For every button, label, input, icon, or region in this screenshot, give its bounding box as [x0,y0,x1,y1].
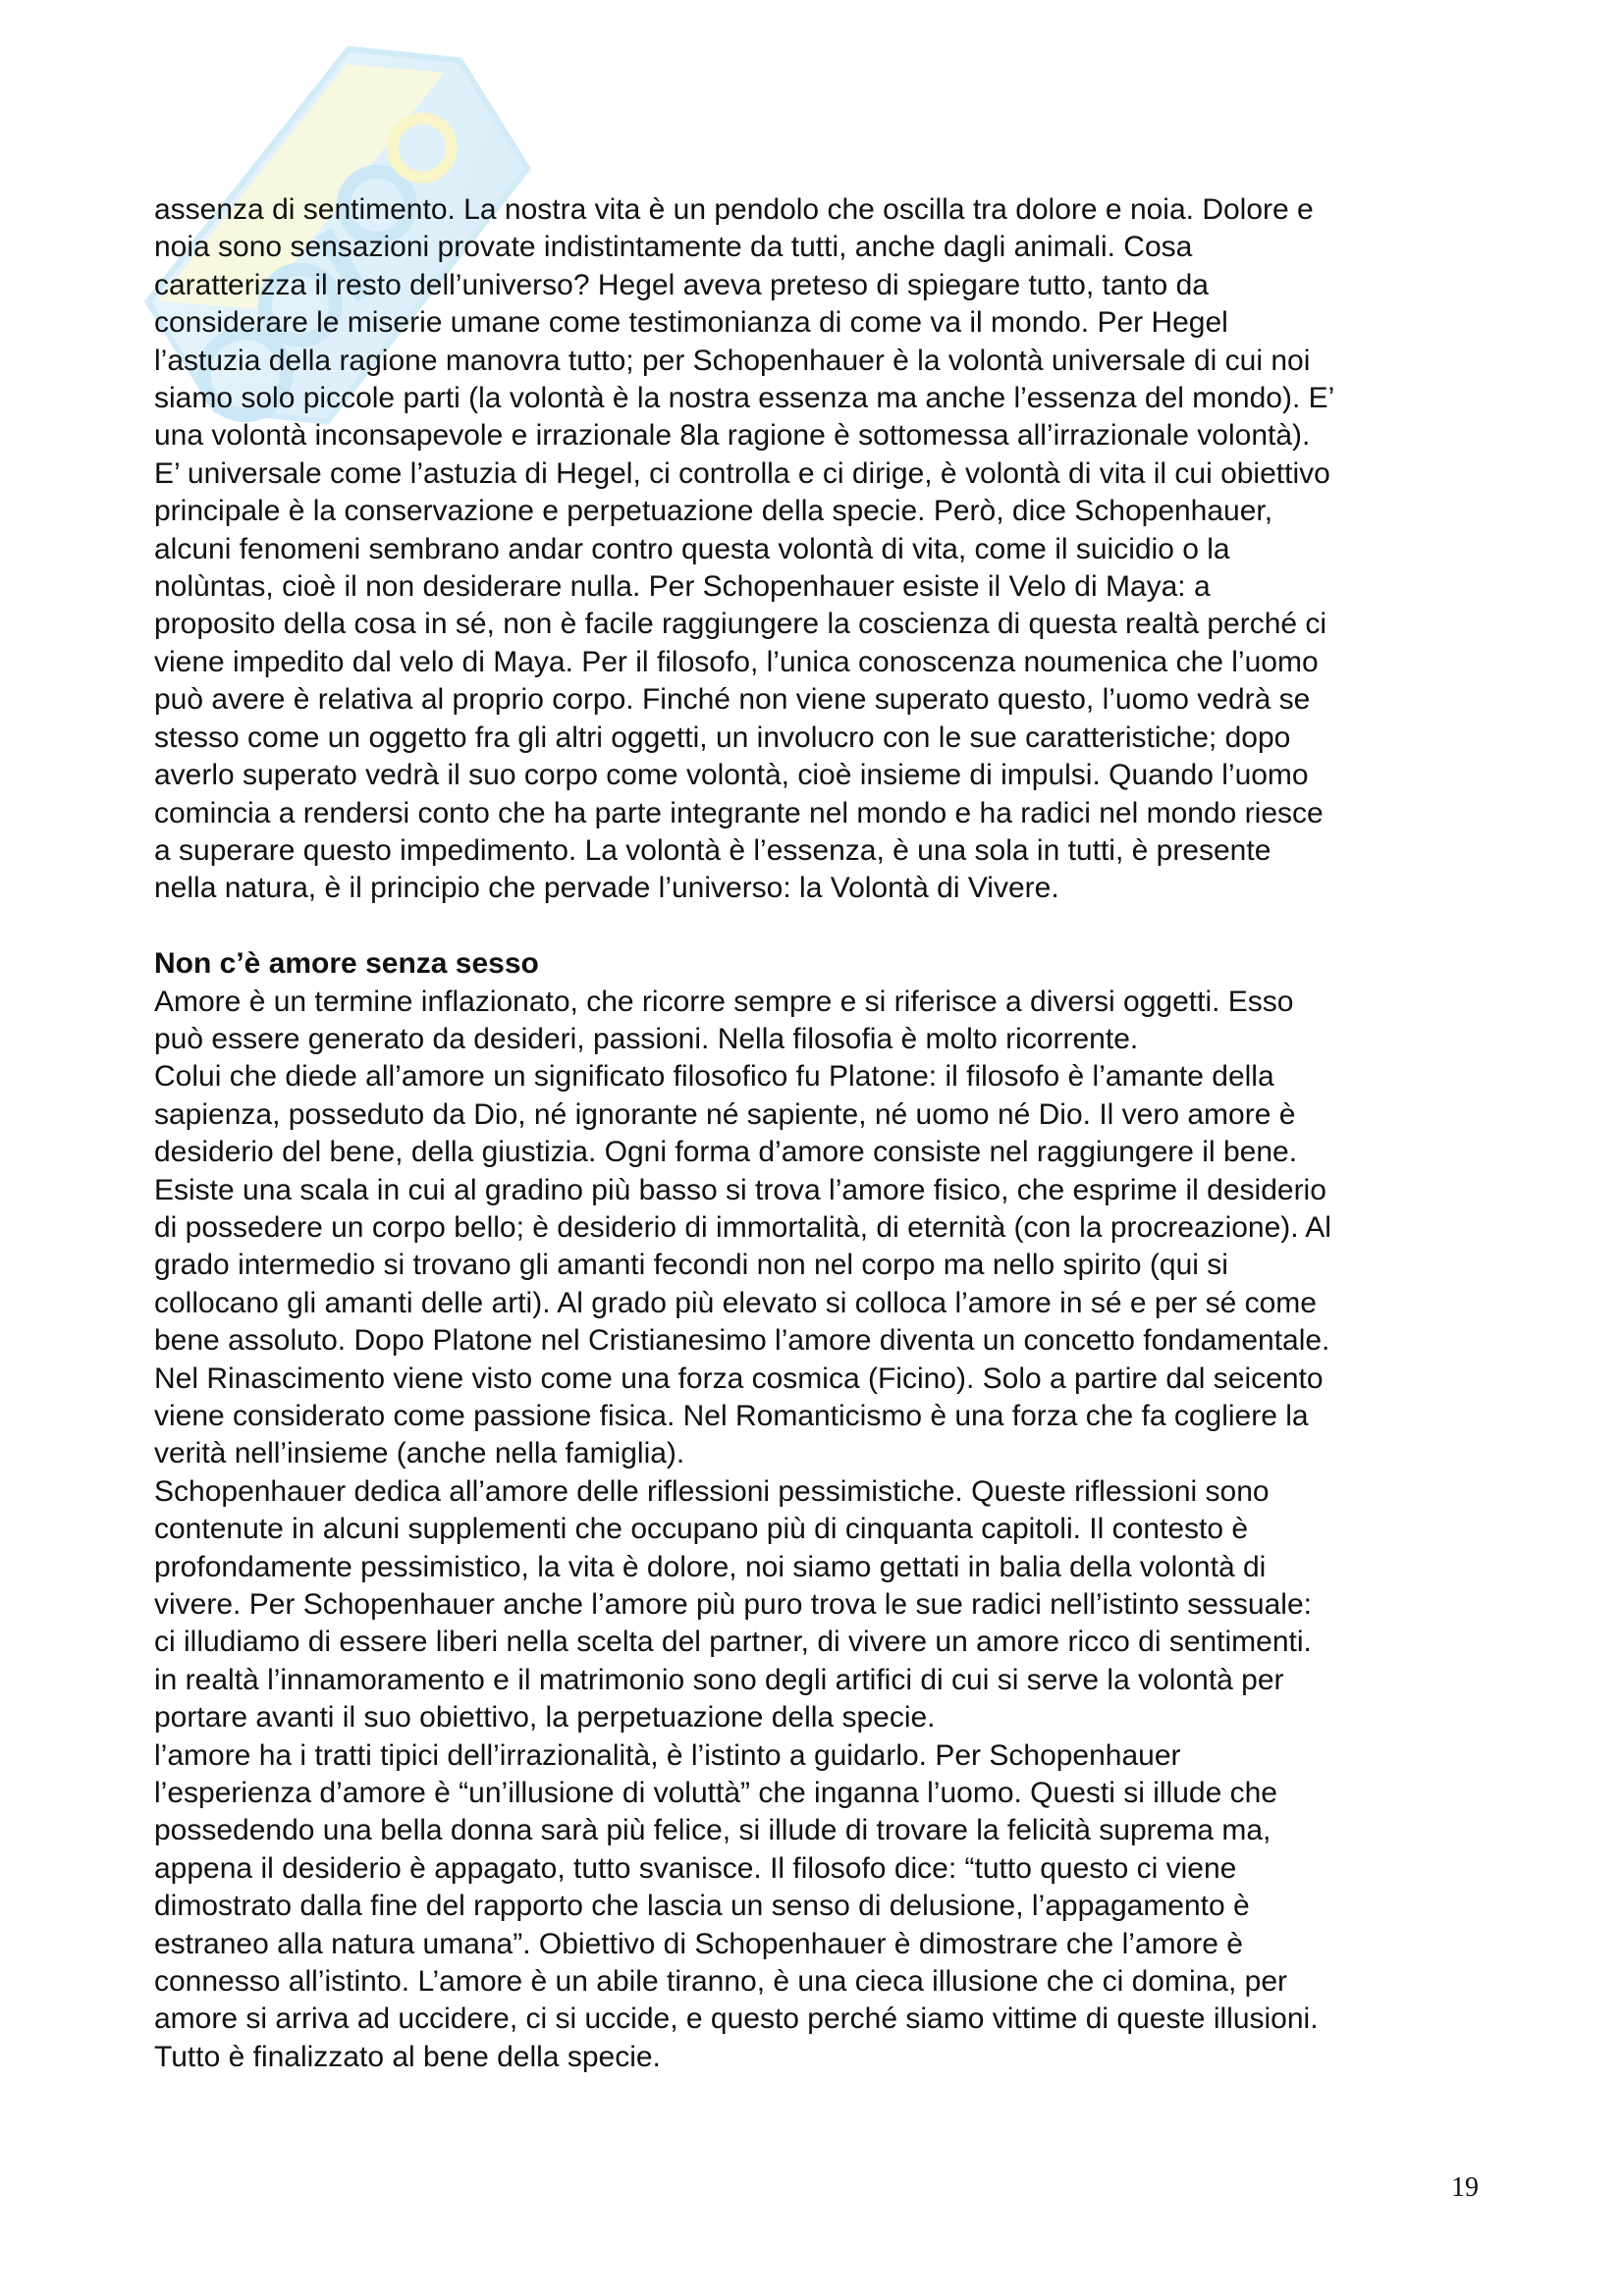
text-line: può avere è relativa al proprio corpo. Finché non viene superato questo, l’uomo vedrà se [154,683,1311,717]
text-line: può essere generato da desideri, passioni. Nella filosofia è molto ricorrente. [154,1022,1139,1055]
text-line: nolùntas, cioè il non desiderare nulla. Per Schopenhauer esiste il Velo di Maya: a [154,570,1211,604]
text-line: grado intermedio si trovano gli amanti fecondi non nel corpo ma nello spirito (qui si [154,1249,1228,1282]
text-line: Esiste una scala in cui al gradino più basso si trova l’amore fisico, che esprime il desiderio [154,1173,1326,1206]
text-line: contenute in alcuni supplementi che occupano più di cinquanta capitoli. Il contesto è [154,1513,1249,1546]
text-line: di possedere un corpo bello; è desiderio di immortalità, di eternità (con la procreazione). Al [154,1210,1331,1244]
paragraph-spacer [154,908,1470,945]
text-line: siamo solo piccole parti (la volontà è la nostra essenza ma anche l’essenza del mondo). E’ [154,382,1335,415]
text-line: portare avanti il suo obiettivo, la perpetuazione della specie. [154,1701,936,1735]
text-line: appena il desiderio è appagato, tutto svanisce. Il filosofo dice: “tutto questo ci viene [154,1851,1237,1885]
text-line: E’ universale come l’astuzia di Hegel, ci controlla e ci dirige, è volontà di vita il cui obiettivo [154,456,1330,490]
text-line: possedendo una bella donna sarà più felice, si illude di trovare la felicità suprema ma, [154,1814,1271,1847]
text-line: Colui che diede all’amore un significato filosofico fu Platone: il filosofo è l’amante della [154,1060,1274,1094]
text-line: l’amore ha i tratti tipici dell’irrazionalità, è l’istinto a guidarlo. Per Schopenhauer [154,1738,1181,1772]
page-number: 19 [1451,2172,1479,2203]
text-line: connesso all’istinto. L’amore è un abile tiranno, è una cieca illusione che ci domina, per [154,1965,1288,1999]
text-line: l’astuzia della ragione manovra tutto; per Schopenhauer è la volontà universale di cui noi [154,344,1311,377]
paragraph-volonta [154,191,1470,908]
text-line: assenza di sentimento. La nostra vita è un pendolo che oscilla tra dolore e noia. Dolore e [154,193,1314,226]
text-line: collocano gli amanti delle arti). Al grado più elevato si colloca l’amore in sé e per sé come [154,1286,1317,1319]
text-line: viene considerato come passione fisica. Nel Romanticismo è una forza che fa cogliere la [154,1399,1309,1432]
text-line: vivere. Per Schopenhauer anche l’amore più puro trova le sue radici nell’istinto sessuale: [154,1588,1312,1622]
text-line: averlo superato vedrà il suo corpo come volontà, cioè insieme di impulsi. Quando l’uomo [154,759,1309,792]
text-line: principale è la conservazione e perpetuazione della specie. Però, dice Schopenhauer, [154,495,1273,528]
text-line: in realtà l’innamoramento e il matrimonio sono degli artifici di cui si serve la volontà per [154,1663,1284,1696]
section-body [154,984,1470,2077]
text-line: desiderio del bene, della giustizia. Ogni forma d’amore consiste nel raggiungere il bene. [154,1136,1298,1169]
text-line: Amore è un termine inflazionato, che ricorre sempre e si riferisce a diversi oggetti. Esso [154,985,1294,1018]
text-line: viene impedito dal velo di Maya. Per il filosofo, l’unica conoscenza noumenica che l’uomo [154,645,1319,678]
text-line: a superare questo impedimento. La volontà è l’essenza, è una sola in tutti, è presente [154,833,1271,867]
text-line: profondamente pessimistico, la vita è dolore, noi siamo gettati in balia della volontà di [154,1550,1267,1583]
text-line: Schopenhauer dedica all’amore delle riflessioni pessimistiche. Queste riflessioni sono [154,1474,1270,1508]
text-line: bene assoluto. Dopo Platone nel Cristianesimo l’amore diventa un concetto fondamentale. [154,1324,1330,1358]
text-body [154,191,1470,2076]
text-line: dimostrato dalla fine del rapporto che lascia un senso di delusione, l’appagamento è [154,1890,1250,1923]
text-line: nella natura, è il principio che pervade l’universo: la Volontà di Vivere. [154,872,1059,905]
text-line: noia sono sensazioni provate indistintamente da tutti, anche dagli animali. Cosa [154,231,1193,264]
section-heading: Non c’è amore senza sesso [154,947,539,981]
text-line: stesso come un oggetto fra gli altri oggetti, un involucro con le sue caratteristiche; dopo [154,721,1291,754]
text-line: sapienza, posseduto da Dio, né ignorante né sapiente, né uomo né Dio. Il vero amore è [154,1097,1296,1131]
text-line: considerare le miserie umane come testimonianza di come va il mondo. Per Hegel [154,306,1228,340]
text-line: l’esperienza d’amore è “un’illusione di voluttà” che inganna l’uomo. Questi si illude che [154,1777,1277,1810]
text-line: comincia a rendersi conto che ha parte integrante nel mondo e ha radici nel mondo riesce [154,796,1324,829]
text-line: caratterizza il resto dell’universo? Hegel aveva preteso di spiegare tutto, tanto da [154,268,1209,301]
text-line: verità nell’insieme (anche nella famiglia). [154,1437,685,1470]
text-line: alcuni fenomeni sembrano andar contro questa volontà di vita, come il suicidio o la [154,532,1230,565]
text-line: Nel Rinascimento viene visto come una forza cosmica (Ficino). Solo a partire dal seicento [154,1362,1324,1395]
text-line: amore si arriva ad uccidere, ci si uccide, e questo perché siamo vittime di queste illusioni. [154,2002,1319,2036]
text-line: una volontà inconsapevole e irrazionale 8la ragione è sottomessa all’irrazionale volontà). [154,419,1311,453]
text-line: estraneo alla natura umana”. Obiettivo di Schopenhauer è dimostrare che l’amore è [154,1927,1243,1960]
text-line: Tutto è finalizzato al bene della specie. [154,2040,661,2073]
text-line: proposito della cosa in sé, non è facile raggiungere la coscienza di questa realtà perché ci [154,608,1327,641]
text-line: ci illudiamo di essere liberi nella scelta del partner, di vivere un amore ricco di sentimenti. [154,1626,1312,1659]
